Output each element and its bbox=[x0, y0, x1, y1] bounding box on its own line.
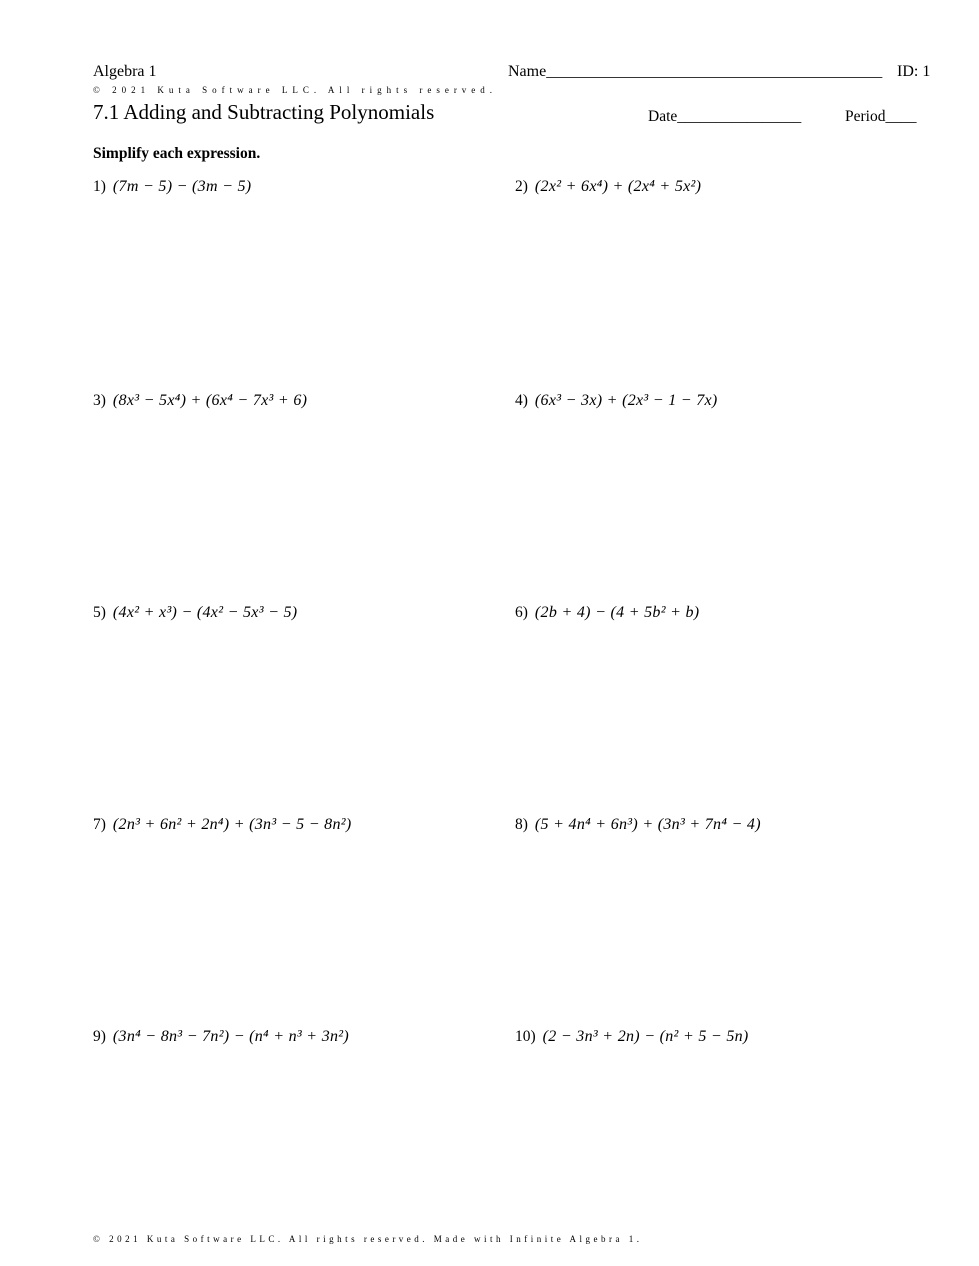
problem-6 bbox=[515, 604, 953, 622]
problem-expression: (2x² + 6x⁴) + (2x⁴ + 5x²) bbox=[534, 178, 702, 195]
problem-expression: (7m − 5) − (3m − 5) bbox=[112, 178, 252, 195]
period-blank: Period____ bbox=[845, 108, 917, 125]
problem-expression: (2n³ + 6n² + 2n⁴) + (3n³ − 5 − 8n²) bbox=[112, 816, 352, 833]
problem-row-2 bbox=[93, 392, 953, 410]
problem-row-5 bbox=[93, 1028, 953, 1046]
problem-number: 5) bbox=[93, 604, 106, 621]
problem-number: 8) bbox=[515, 816, 528, 833]
copyright-header: © 2021 Kuta Software LLC. All rights reserved. bbox=[93, 85, 498, 95]
problem-number: 4) bbox=[515, 392, 528, 409]
problem-9 bbox=[93, 1028, 515, 1046]
page-title: 7.1 Adding and Subtracting Polynomials bbox=[93, 100, 435, 124]
problem-row-4 bbox=[93, 816, 953, 834]
date-blank: Date________________ bbox=[648, 108, 802, 125]
problem-expression: (8x³ − 5x⁴) + (6x⁴ − 7x³ + 6) bbox=[112, 392, 308, 409]
problem-number: 2) bbox=[515, 178, 528, 195]
problem-8 bbox=[515, 816, 953, 834]
problem-7 bbox=[93, 816, 515, 834]
problem-5 bbox=[93, 604, 515, 622]
problem-expression: (2b + 4) − (4 + 5b² + b) bbox=[534, 604, 700, 621]
problem-number: 10) bbox=[515, 1028, 536, 1045]
worksheet-id: ID: 1 bbox=[897, 63, 931, 80]
problem-3 bbox=[93, 392, 515, 410]
problem-expression: (2 − 3n³ + 2n) − (n² + 5 − 5n) bbox=[542, 1028, 749, 1045]
problem-number: 3) bbox=[93, 392, 106, 409]
instructions: Simplify each expression. bbox=[93, 145, 261, 162]
problem-2 bbox=[515, 178, 953, 196]
problem-expression: (6x³ − 3x) + (2x³ − 1 − 7x) bbox=[534, 392, 718, 409]
problem-expression: (5 + 4n⁴ + 6n³) + (3n³ + 7n⁴ − 4) bbox=[534, 816, 761, 833]
problem-expression: (3n⁴ − 8n³ − 7n²) − (n⁴ + n³ + 3n²) bbox=[112, 1028, 350, 1045]
problem-number: 6) bbox=[515, 604, 528, 621]
problem-4 bbox=[515, 392, 953, 410]
problem-number: 9) bbox=[93, 1028, 106, 1045]
copyright-footer: © 2021 Kuta Software LLC. All rights reserved. Made with Infinite Algebra 1. bbox=[93, 1234, 643, 1244]
problem-row-3 bbox=[93, 604, 953, 622]
problem-row-1 bbox=[93, 178, 953, 196]
problem-10 bbox=[515, 1028, 953, 1046]
problem-1 bbox=[93, 178, 515, 196]
name-blank: Name__________________________________________ bbox=[508, 63, 883, 80]
problem-number: 7) bbox=[93, 816, 106, 833]
course-title: Algebra 1 bbox=[93, 63, 157, 80]
problem-expression: (4x² + x³) − (4x² − 5x³ − 5) bbox=[112, 604, 298, 621]
problem-number: 1) bbox=[93, 178, 106, 195]
